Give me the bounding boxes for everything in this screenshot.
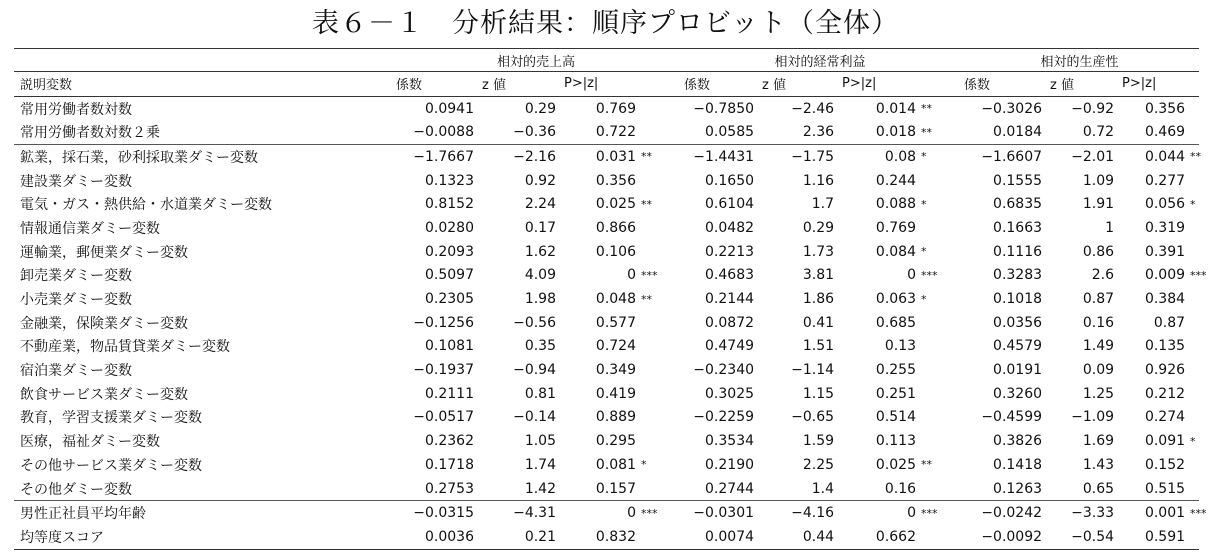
header-p: P>|z| — [838, 72, 920, 97]
coef-cell: 0.8152 — [425, 196, 474, 213]
significance-stars — [920, 311, 960, 335]
p-cell: 0.063 — [875, 291, 917, 308]
coef-cell: −0.0092 — [960, 525, 1046, 549]
coef-cell: 0.1018 — [993, 291, 1043, 308]
p-cell: 0.091 — [1144, 433, 1186, 450]
p-cell: 0.135 — [1144, 338, 1186, 355]
coef-cell: 0.6104 — [705, 196, 755, 213]
coef-cell: 0.3025 — [705, 385, 755, 402]
p-cell: 0.724 — [595, 338, 636, 355]
significance-stars — [1189, 120, 1199, 144]
row-label: 医療，福祉ダミー変数 — [20, 434, 160, 451]
table-row — [14, 525, 1199, 549]
coef-cell: −0.3026 — [981, 100, 1043, 117]
z-cell: 1.59 — [802, 433, 835, 450]
z-cell: 1.7 — [811, 196, 835, 213]
table-row — [14, 311, 1199, 335]
coef-cell: −0.1937 — [413, 362, 474, 379]
significance-stars: *** — [920, 501, 960, 525]
z-cell: 1.73 — [802, 243, 835, 260]
column-header-row — [14, 72, 1199, 97]
p-cell: 0.088 — [875, 196, 917, 213]
significance-stars: * — [1190, 434, 1196, 448]
p-cell: 0.16 — [884, 480, 917, 497]
significance-stars: ** — [641, 292, 652, 306]
p-cell: 0.685 — [875, 314, 917, 331]
header-coef: 係数 — [680, 72, 758, 97]
table-row — [14, 216, 1199, 240]
coef-cell: 0.2190 — [705, 456, 755, 473]
p-cell: 0.244 — [875, 172, 917, 189]
significance-stars: * — [921, 197, 927, 211]
table-row — [14, 358, 1199, 382]
z-cell: 0.81 — [524, 385, 556, 402]
p-cell: 0.866 — [595, 219, 636, 236]
significance-stars — [640, 240, 680, 264]
significance-stars — [1189, 406, 1199, 430]
coef-cell: 0.1116 — [993, 243, 1043, 260]
z-cell: 0.16 — [1082, 314, 1115, 331]
header-z: z 値 — [478, 72, 560, 97]
coef-cell: −1.7667 — [392, 145, 478, 169]
coef-cell: −0.1256 — [413, 314, 474, 331]
z-cell: −4.31 — [478, 501, 560, 525]
significance-stars — [920, 525, 960, 549]
coef-cell: −0.2340 — [693, 362, 755, 379]
coef-cell: −0.0088 — [413, 124, 474, 141]
z-cell: −2.46 — [791, 100, 835, 117]
significance-stars — [920, 429, 960, 453]
coef-cell: −0.0315 — [392, 501, 478, 525]
coef-cell: 0.2111 — [425, 385, 474, 402]
header-p: P>|z| — [1118, 72, 1189, 97]
p-cell: 0.356 — [1144, 100, 1186, 117]
p-cell: 0.769 — [595, 100, 636, 117]
table-body — [14, 96, 1207, 549]
coef-cell: 0.2362 — [425, 433, 474, 450]
significance-stars — [640, 311, 680, 335]
p-cell: 0 — [560, 501, 640, 525]
row-label: 運輸業，郵便業ダミー変数 — [20, 244, 188, 261]
coef-cell: 0.1650 — [705, 172, 755, 189]
coef-cell: 0.0482 — [705, 219, 755, 236]
coef-cell: 0.1718 — [425, 456, 474, 473]
coef-cell: 0.0280 — [425, 219, 474, 236]
p-cell: 0.469 — [1144, 124, 1186, 141]
significance-stars: ** — [641, 197, 652, 211]
p-cell: 0.113 — [875, 433, 917, 450]
z-cell: 1.09 — [1082, 172, 1115, 189]
coef-cell: 0.1263 — [993, 480, 1043, 497]
p-cell: 0.832 — [560, 525, 640, 549]
header-coef: 係数 — [960, 72, 1046, 97]
significance-stars — [920, 382, 960, 406]
coef-cell: −1.4431 — [680, 145, 758, 169]
significance-stars — [640, 525, 680, 549]
row-label: 金融業，保険業ダミー変数 — [20, 315, 188, 332]
significance-stars — [1189, 525, 1199, 549]
z-cell: 3.81 — [802, 267, 835, 284]
significance-stars — [920, 216, 960, 240]
z-cell: 0.29 — [524, 100, 556, 117]
significance-stars: *** — [1189, 501, 1199, 525]
significance-stars — [1189, 453, 1199, 477]
z-cell: 1.62 — [524, 243, 556, 260]
z-cell: 1.43 — [1082, 456, 1115, 473]
p-cell: 0.009 — [1144, 267, 1186, 284]
coef-cell: 0.3283 — [993, 267, 1043, 284]
significance-stars: *** — [641, 268, 658, 282]
p-cell: 0.515 — [1144, 480, 1186, 497]
z-cell: −2.01 — [1046, 145, 1118, 169]
z-cell: −0.92 — [1071, 100, 1115, 117]
coef-cell: 0.0036 — [392, 525, 478, 549]
significance-stars — [920, 477, 960, 501]
row-label: 電気・ガス・熱供給・水道業ダミー変数 — [20, 197, 272, 214]
table-row — [14, 240, 1199, 264]
group-profit: 相対的経常利益 — [680, 49, 960, 72]
row-label: その他ダミー変数 — [20, 481, 132, 498]
p-cell: 0.056 — [1144, 196, 1186, 213]
significance-stars — [1189, 216, 1199, 240]
z-cell: 1.15 — [802, 385, 835, 402]
significance-stars: *** — [640, 501, 680, 525]
p-cell: 0.255 — [875, 362, 917, 379]
significance-stars — [920, 169, 960, 193]
coef-cell: 0.0941 — [425, 100, 474, 117]
p-cell: 0.769 — [875, 219, 917, 236]
p-cell: 0.084 — [875, 243, 917, 260]
coef-cell: −0.4599 — [981, 409, 1043, 426]
significance-stars — [640, 169, 680, 193]
row-label: 均等度スコア — [14, 525, 392, 549]
significance-stars: ** — [640, 145, 680, 169]
p-cell: 0.889 — [595, 409, 636, 426]
significance-stars: *** — [921, 268, 938, 282]
table-row — [14, 287, 1199, 311]
coef-cell: −0.7850 — [693, 100, 755, 117]
z-cell: 0.17 — [524, 219, 556, 236]
z-cell: −0.94 — [513, 362, 556, 379]
coef-cell: 0.3534 — [705, 433, 755, 450]
p-cell: 0.319 — [1144, 219, 1186, 236]
significance-stars: ** — [921, 125, 933, 139]
z-cell: 0.35 — [524, 338, 556, 355]
significance-stars — [1189, 477, 1199, 501]
z-cell: 0.86 — [1082, 243, 1115, 260]
z-cell: 2.24 — [524, 196, 556, 213]
row-label: 教育，学習支援業ダミー変数 — [20, 410, 202, 427]
coef-cell: 0.1323 — [425, 172, 474, 189]
coef-cell: 0.0184 — [993, 124, 1043, 141]
significance-stars — [1189, 169, 1199, 193]
coef-cell: 0.3260 — [993, 385, 1043, 402]
significance-stars: ** — [921, 102, 933, 116]
z-cell: −1.14 — [791, 362, 835, 379]
header-p: P>|z| — [560, 72, 640, 97]
z-cell: 1.91 — [1082, 196, 1115, 213]
row-label: 男性正社員平均年齢 — [14, 501, 392, 525]
z-cell: 1.05 — [524, 433, 556, 450]
significance-stars: *** — [1190, 268, 1207, 282]
table-title: 表６－１ 分析結果：順序プロビット（全体） — [312, 8, 899, 39]
z-cell: 1.16 — [802, 172, 835, 189]
z-cell: −3.33 — [1046, 501, 1118, 525]
significance-stars — [1189, 96, 1199, 120]
group-sales: 相対的売上高 — [392, 49, 680, 72]
row-label: 常用労働者数対数 — [20, 101, 132, 118]
z-cell: 2.36 — [802, 124, 835, 141]
p-cell: 0.419 — [595, 385, 636, 402]
z-cell: 0.87 — [1082, 291, 1115, 308]
table-row — [14, 145, 1199, 169]
row-label: 不動産業，物品賃貸業ダミー変数 — [20, 339, 230, 356]
z-cell: 1.98 — [524, 291, 556, 308]
z-cell: 1.86 — [802, 291, 835, 308]
coef-cell: 0.0191 — [993, 362, 1043, 379]
p-cell: 0.031 — [560, 145, 640, 169]
table-row — [14, 429, 1199, 453]
significance-stars — [640, 477, 680, 501]
p-cell: 0 — [838, 501, 920, 525]
significance-stars: * — [1190, 197, 1196, 211]
p-cell: 0.025 — [595, 196, 636, 213]
row-label: 小売業ダミー変数 — [20, 292, 132, 309]
significance-stars — [640, 429, 680, 453]
p-cell: 0.001 — [1118, 501, 1189, 525]
table-row — [14, 453, 1199, 477]
row-label: 卸売業ダミー変数 — [20, 268, 132, 285]
z-cell: −0.14 — [513, 409, 556, 426]
z-cell: 4.09 — [524, 267, 556, 284]
p-cell: 0.025 — [875, 456, 917, 473]
p-cell: 0 — [627, 267, 636, 284]
coef-cell: 0.4749 — [705, 338, 755, 355]
z-cell: 0.65 — [1082, 480, 1115, 497]
p-cell: 0.926 — [1144, 362, 1186, 379]
coef-cell: 0.2744 — [705, 480, 755, 497]
p-cell: 0.384 — [1144, 291, 1186, 308]
p-cell: 0.157 — [595, 480, 636, 497]
p-cell: 0.277 — [1144, 172, 1186, 189]
p-cell: 0.212 — [1144, 385, 1186, 402]
significance-stars — [1189, 311, 1199, 335]
z-cell: 0.21 — [478, 525, 560, 549]
z-cell: 1.25 — [1082, 385, 1115, 402]
coef-cell: 0.1663 — [993, 219, 1043, 236]
p-cell: 0.591 — [1118, 525, 1189, 549]
coef-cell: 0.4579 — [993, 338, 1043, 355]
z-cell: −4.16 — [758, 501, 838, 525]
significance-stars — [1189, 382, 1199, 406]
results-table — [14, 48, 1207, 550]
p-cell: 0.295 — [595, 433, 636, 450]
p-cell: 0.081 — [595, 456, 636, 473]
z-cell: 1.42 — [524, 480, 556, 497]
p-cell: 0.044 — [1118, 145, 1189, 169]
z-cell: −1.75 — [758, 145, 838, 169]
p-cell: 0.722 — [595, 124, 636, 141]
z-cell: 0.09 — [1082, 362, 1115, 379]
coef-cell: 0.2213 — [705, 243, 755, 260]
significance-stars — [640, 335, 680, 359]
coef-cell: 0.1081 — [425, 338, 474, 355]
z-cell: 2.6 — [1091, 267, 1115, 284]
coef-cell: 0.1555 — [993, 172, 1043, 189]
p-cell: 0.349 — [595, 362, 636, 379]
z-cell: 2.25 — [802, 456, 835, 473]
table-row — [14, 477, 1199, 501]
row-label: 情報通信業ダミー変数 — [20, 220, 160, 237]
p-cell: 0.391 — [1144, 243, 1186, 260]
header-coef: 係数 — [392, 72, 478, 97]
p-cell: 0.662 — [838, 525, 920, 549]
coef-cell: 0.4683 — [705, 267, 755, 284]
z-cell: 0.44 — [758, 525, 838, 549]
significance-stars — [640, 96, 680, 120]
coef-cell: 0.0585 — [705, 124, 755, 141]
z-cell: −1.09 — [1071, 409, 1115, 426]
z-cell: 1 — [1105, 219, 1115, 236]
coef-cell: 0.0074 — [680, 525, 758, 549]
p-cell: 0.87 — [1153, 314, 1186, 331]
coef-cell: 0.2305 — [425, 291, 474, 308]
p-cell: 0.13 — [884, 338, 917, 355]
row-label: 宿泊業ダミー変数 — [20, 363, 132, 380]
significance-stars: * — [921, 245, 927, 259]
coef-cell: 0.2093 — [425, 243, 474, 260]
z-cell: −2.16 — [478, 145, 560, 169]
z-cell: 1.51 — [802, 338, 835, 355]
p-cell: 0.048 — [595, 291, 636, 308]
row-label: その他サービス業ダミー変数 — [20, 457, 202, 474]
significance-stars — [920, 358, 960, 382]
significance-stars — [640, 358, 680, 382]
table-row — [14, 335, 1199, 359]
p-cell: 0.251 — [875, 385, 917, 402]
table-row — [14, 264, 1199, 288]
coef-cell: 0.0356 — [993, 314, 1043, 331]
coef-cell: −0.0301 — [680, 501, 758, 525]
coef-cell: 0.0872 — [705, 314, 755, 331]
z-cell: 0.72 — [1082, 124, 1115, 141]
coef-cell: 0.1418 — [993, 456, 1043, 473]
significance-stars — [640, 216, 680, 240]
z-cell: 1.74 — [524, 456, 556, 473]
header-variable: 説明変数 — [14, 72, 392, 97]
coef-cell: −0.0242 — [960, 501, 1046, 525]
p-cell: 0.577 — [595, 314, 636, 331]
significance-stars — [640, 406, 680, 430]
significance-stars — [1189, 358, 1199, 382]
z-cell: 1.49 — [1082, 338, 1115, 355]
z-cell: 0.41 — [802, 314, 835, 331]
z-cell: 0.92 — [524, 172, 556, 189]
group-header-row — [14, 49, 1199, 72]
group-productivity: 相対的生産性 — [960, 49, 1199, 72]
p-cell: 0.018 — [875, 124, 917, 141]
z-cell: 1.69 — [1082, 433, 1115, 450]
p-cell: 0.514 — [875, 409, 917, 426]
table-row — [14, 120, 1199, 144]
p-cell: 0.356 — [595, 172, 636, 189]
coef-cell: 0.6835 — [993, 196, 1043, 213]
significance-stars: * — [921, 292, 927, 306]
significance-stars: * — [920, 145, 960, 169]
p-cell: 0.014 — [875, 100, 917, 117]
z-cell: −0.36 — [513, 124, 556, 141]
significance-stars — [640, 120, 680, 144]
table-row — [14, 169, 1199, 193]
coef-cell: −1.6607 — [960, 145, 1046, 169]
significance-stars — [920, 406, 960, 430]
z-cell: 0.29 — [802, 219, 835, 236]
coef-cell: 0.2753 — [425, 480, 474, 497]
header-z: z 値 — [758, 72, 838, 97]
p-cell: 0.152 — [1144, 456, 1186, 473]
coef-cell: −0.2259 — [693, 409, 755, 426]
coef-cell: 0.2144 — [705, 291, 755, 308]
row-label: 飲食サービス業ダミー変数 — [20, 386, 188, 403]
significance-stars: ** — [1189, 145, 1199, 169]
z-cell: −0.56 — [513, 314, 556, 331]
header-z: z 値 — [1046, 72, 1118, 97]
z-cell: 1.4 — [811, 480, 835, 497]
significance-stars — [1189, 287, 1199, 311]
p-cell: 0.08 — [838, 145, 920, 169]
p-cell: 0.106 — [595, 243, 636, 260]
significance-stars — [1189, 240, 1199, 264]
significance-stars — [640, 382, 680, 406]
significance-stars: * — [641, 458, 647, 472]
p-cell: 0.274 — [1144, 409, 1186, 426]
table-row — [14, 501, 1199, 525]
p-cell: 0 — [907, 267, 917, 284]
table-row — [14, 382, 1199, 406]
table-row — [14, 96, 1199, 120]
coef-cell: −0.0517 — [413, 409, 474, 426]
z-cell: −0.54 — [1046, 525, 1118, 549]
coef-cell: 0.3826 — [993, 433, 1043, 450]
table-row — [14, 192, 1199, 216]
row-label: 常用労働者数対数２乗 — [20, 125, 160, 142]
row-label: 建設業ダミー変数 — [20, 173, 132, 190]
row-label: 鉱業，採石業，砂利採取業ダミー変数 — [14, 145, 392, 169]
z-cell: −0.65 — [791, 409, 835, 426]
table-row — [14, 406, 1199, 430]
significance-stars — [920, 335, 960, 359]
significance-stars — [1189, 335, 1199, 359]
significance-stars: ** — [921, 458, 933, 472]
coef-cell: 0.5097 — [425, 267, 474, 284]
